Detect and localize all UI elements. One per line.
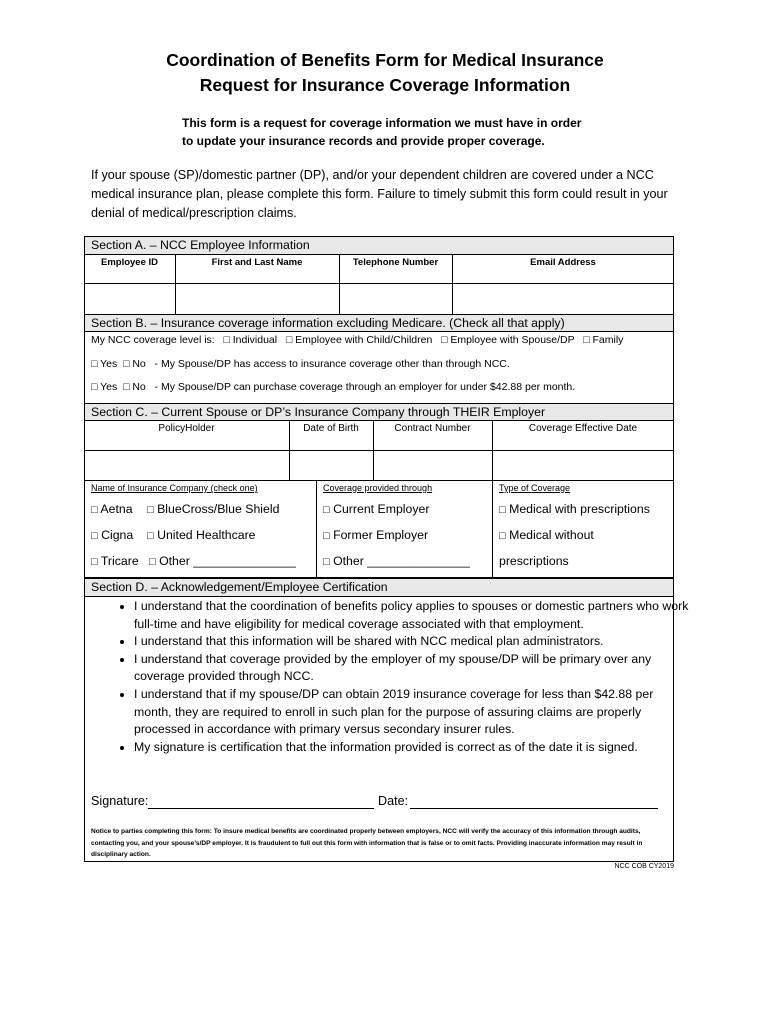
name-field[interactable] [176,285,338,314]
form-purpose-line-1: This form is a request for coverage information we must have in order [182,116,582,130]
section-a-heading: Section A. – NCC Employee Information [84,236,674,255]
type-with-rx-option[interactable] [499,502,650,516]
with-rx-checkbox[interactable]: □ [499,504,506,516]
q1-no-label: No [132,358,146,370]
through-former-option[interactable] [323,528,428,542]
cigna-label: Cigna [101,528,134,542]
type-without-rx-continued: prescriptions [499,554,569,568]
form-code: NCC COB CY2019 [614,863,674,870]
contract-number-field[interactable] [374,452,491,479]
section-b-heading: Section B. – Insurance coverage information excluding Medicare. (Check all that apply) [84,314,674,332]
ack-item: • I understand that this information will be shared with NCC medical plan administrators. [134,633,694,651]
fraud-notice: Notice to parties completing this form: To insure medical benefits are coordinated properly between employers, NCC will verify the accuracy of this information through audits, contacting you, and your spouse’s/DP employer. It is fraudulent to full out this form with information that is false or to omit facts. Providing inaccurate information may result in disciplinary action. [91,828,643,858]
email-field[interactable] [453,285,673,314]
level-child-checkbox[interactable]: □ [285,334,293,346]
united-label: United Healthcare [157,528,256,542]
tricare-label: Tricare [100,554,139,568]
effective-date-field[interactable] [493,452,673,479]
level-spouse-label: Employee with Spouse/DP [450,334,575,346]
ack-item: • I understand that if my spouse/DP can obtain 2019 insurance coverage for less than $42.88 per month, they are required to enroll in such plan for the purpose of assuring claims are properly processed in accordance with primary versus secondary insurer rules. [134,686,694,739]
level-individual-label: Individual [232,334,278,346]
ack-item: • My signature is certification that the information provided is correct as of the date it is signed. [134,739,694,757]
tricare-checkbox[interactable]: □ [91,556,98,568]
dob-field[interactable] [290,452,372,479]
through-current-option[interactable] [323,502,429,516]
intro-paragraph: If your spouse (SP)/domestic partner (DP), and/or your dependent children are covered under a NCC medical insurance plan, please complete this form. Failure to timely submit this form could result in your denial of medical/prescription claims. [91,168,668,220]
acknowledgement-list [112,598,694,756]
level-family-checkbox[interactable]: □ [583,334,590,346]
company-column-heading: Name of Insurance Company (check one) [91,483,258,493]
signature-label: Signature: [91,794,149,808]
bcbs-label: BlueCross/Blue Shield [157,502,280,516]
company-bcbs-option[interactable] [147,502,279,516]
col-coverage-effective-date: Coverage Effective Date [528,423,638,434]
with-rx-label: Medical with prescriptions [509,502,650,516]
q1-yes-label: Yes [100,358,118,370]
company-other-option[interactable] [149,554,296,568]
col-policyholder: PolicyHolder [158,423,215,434]
former-employer-label: Former Employer [333,528,429,542]
q2-yes-checkbox[interactable]: □ [91,381,98,393]
former-employer-checkbox[interactable]: □ [323,530,330,542]
q2-yes-label: Yes [100,381,118,393]
date-label: Date: [378,794,409,808]
col-email: Email Address [530,257,596,268]
form-purpose-line-2: to update your insurance records and provide proper coverage. [182,134,545,148]
q1-text: - My Spouse/DP has access to insurance coverage other than through NCC. [154,358,510,370]
q2-no-label: No [132,381,146,393]
aetna-label: Aetna [100,502,133,516]
type-without-rx-option[interactable] [499,528,594,542]
through-other-label: Other _______________ [333,554,470,568]
level-child-label: Employee with Child/Children [295,334,433,346]
date-line[interactable] [410,808,658,809]
employee-id-field[interactable] [85,285,174,314]
through-other-checkbox[interactable]: □ [323,556,330,568]
telephone-field[interactable] [340,285,451,314]
company-other-label: Other _______________ [159,554,296,568]
united-checkbox[interactable]: □ [147,530,154,542]
col-contract-number: Contract Number [394,423,471,434]
through-column-heading: Coverage provided through [323,483,433,493]
section-d-heading: Section D. – Acknowledgement/Employee Certification [84,578,674,597]
aetna-checkbox[interactable]: □ [91,504,98,516]
company-aetna-option[interactable] [91,502,133,516]
col-employee-id: Employee ID [100,257,159,268]
col-telephone: Telephone Number [352,257,439,268]
coverage-level-label: My NCC coverage level is: [91,334,215,346]
signature-line[interactable] [148,808,374,809]
q1-yes-checkbox[interactable]: □ [91,358,98,370]
cigna-checkbox[interactable]: □ [91,530,98,542]
level-individual-checkbox[interactable]: □ [223,334,230,346]
company-tricare-option[interactable] [91,554,139,568]
current-employer-checkbox[interactable]: □ [323,504,330,516]
section-c-heading: Section C. – Current Spouse or DP’s Insurance Company through THEIR Employer [84,403,674,421]
policyholder-field[interactable] [85,452,288,479]
level-family-label: Family [592,334,624,346]
bcbs-checkbox[interactable]: □ [147,504,154,516]
without-rx-label: Medical without [509,528,594,542]
company-united-option[interactable] [147,528,256,542]
coverage-level-row [91,334,623,346]
without-rx-checkbox[interactable]: □ [499,530,506,542]
q1-no-checkbox[interactable]: □ [123,358,130,370]
q2-text: - My Spouse/DP can purchase coverage through an employer for under $42.88 per month. [154,381,576,393]
company-other-checkbox[interactable]: □ [149,556,156,568]
company-cigna-option[interactable] [91,528,133,542]
level-spouse-checkbox[interactable]: □ [441,334,448,346]
type-column-heading: Type of Coverage [499,483,571,493]
question-other-access [91,358,510,370]
col-date-of-birth: Date of Birth [303,423,359,434]
form-title: Coordination of Benefits Form for Medical Insurance [166,50,604,70]
form-subtitle-title: Request for Insurance Coverage Information [199,75,571,95]
ack-item: • I understand that the coordination of benefits policy applies to spouses or domestic partners who work full-time and have eligibility for medical coverage associated with that employment. [134,598,694,633]
current-employer-label: Current Employer [333,502,430,516]
ack-item: • I understand that coverage provided by the employer of my spouse/DP will be primary over any coverage provided through NCC. [134,651,694,686]
through-other-option[interactable] [323,554,470,568]
col-first-last-name: First and Last Name [211,257,303,268]
question-employer-purchase [91,381,575,393]
q2-no-checkbox[interactable]: □ [123,381,130,393]
